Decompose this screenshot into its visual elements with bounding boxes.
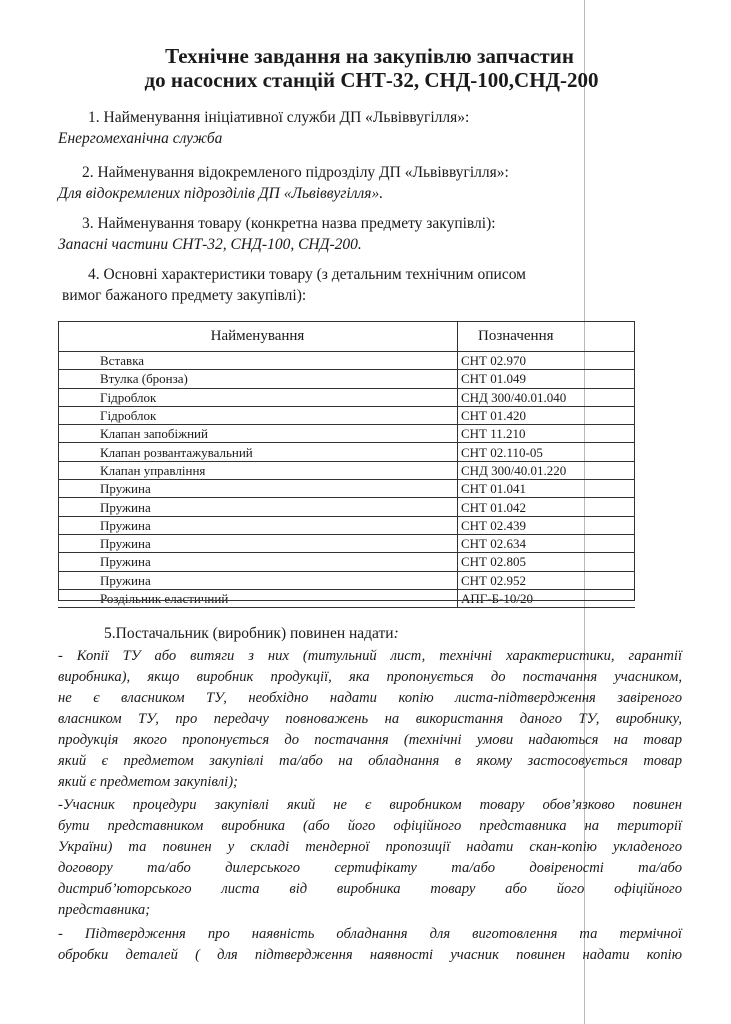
- paragraph-participant-representative: [58, 795, 682, 921]
- part-name-cell: Клапан запобіжний: [58, 425, 458, 443]
- paragraph-line: договору та/або дилерського сертифікату та/або довіреності та/або: [58, 860, 682, 876]
- part-designation-cell: СНД 300/40.01.220: [458, 461, 636, 479]
- part-designation-cell: СНТ 02.805: [458, 553, 636, 571]
- table-row: [58, 443, 635, 461]
- table-row: [58, 480, 635, 498]
- paragraph-line: який є предметом закупівлі та/або на обладнання в якому застосовується товар: [58, 753, 682, 769]
- part-name-cell: Пружина: [58, 516, 458, 534]
- section-5-heading: [104, 625, 399, 643]
- part-designation-cell: СНД 300/40.01.040: [458, 388, 636, 406]
- paragraph-line: - Підтвердження про наявність обладнання для виготовлення та термічної: [58, 926, 682, 942]
- part-designation-cell: СНТ 01.041: [458, 480, 636, 498]
- paragraph-line: представника;: [58, 902, 151, 918]
- column-header-designation: Позначення: [458, 321, 636, 352]
- part-designation-cell: СНТ 02.439: [458, 516, 636, 534]
- paragraph-line: дистриб’юторського листа від виробника товару або його офіційного: [58, 881, 682, 897]
- part-designation-cell: АПГ-Б-10/20: [458, 589, 636, 607]
- paragraph-tu-copies: [58, 646, 682, 793]
- part-name-cell: Гідроблок: [58, 406, 458, 424]
- part-name-cell: Клапан управління: [58, 461, 458, 479]
- part-name-cell: Пружина: [58, 498, 458, 516]
- part-designation-cell: СНТ 02.634: [458, 534, 636, 552]
- section-2-value: Для відокремлених підрозділів ДП «Львіввугілля».: [58, 185, 384, 202]
- section-5-heading-text: 5.Постачальник (виробник) повинен надати: [104, 625, 394, 642]
- part-designation-cell: СНТ 11.210: [458, 425, 636, 443]
- paragraph-line: обробки деталей ( для підтвердження наявності учасник повинен надати копію: [58, 947, 682, 963]
- paragraph-equipment-confirmation: [58, 924, 682, 966]
- section-2-heading: 2. Найменування відокремленого підрозділу ДП «Львіввугілля»:: [82, 164, 509, 181]
- table-row: [58, 352, 635, 370]
- table-row: [58, 425, 635, 443]
- table-row: [58, 534, 635, 552]
- part-name-cell: Вставка: [58, 352, 458, 370]
- paragraph-line: - Копії ТУ або витяги з них (титульний лист, технічні характеристики, гарантії: [58, 648, 682, 664]
- part-name-cell: Пружина: [58, 480, 458, 498]
- table-row: [58, 571, 635, 589]
- part-name-cell: Пружина: [58, 534, 458, 552]
- paragraph-line: України) та повинен у складі тендерної пропозиції надати скан-копію укладеного: [58, 839, 682, 855]
- part-designation-cell: СНТ 02.110-05: [458, 443, 636, 461]
- paragraph-line: власником ТУ, про передачу повноважень на використання даного ТУ, виробнику,: [58, 711, 682, 727]
- section-4-heading-cont: вимог бажаного предмету закупівлі):: [62, 287, 307, 304]
- spare-parts-table: [58, 321, 635, 608]
- part-name-cell: Пружина: [58, 553, 458, 571]
- table-row: [58, 498, 635, 516]
- part-designation-cell: СНТ 02.970: [458, 352, 636, 370]
- section-1-heading: 1. Найменування ініціативної служби ДП «Львіввугілля»:: [88, 109, 470, 126]
- part-designation-cell: СНТ 01.042: [458, 498, 636, 516]
- part-designation-cell: СНТ 02.952: [458, 571, 636, 589]
- section-1-value: Енергомеханічна служба: [58, 130, 223, 147]
- part-name-cell: Пружина: [58, 571, 458, 589]
- table-row: [58, 406, 635, 424]
- paragraph-line: який є предметом закупівлі);: [58, 774, 238, 790]
- section-5-heading-colon: :: [393, 625, 399, 642]
- part-name-cell: Втулка (бронза): [58, 370, 458, 388]
- part-name-cell: Гідроблок: [58, 388, 458, 406]
- part-name-cell: Клапан розвантажувальний: [58, 443, 458, 461]
- paragraph-line: бути представником виробника (або його офіційного представника на території: [58, 818, 682, 834]
- table-row: [58, 388, 635, 406]
- table-row: [58, 589, 635, 607]
- paragraph-line: продукція якого пропонується до постачання (технічні умови надаються на товар: [58, 732, 682, 748]
- table-row: [58, 370, 635, 388]
- table-row: [58, 516, 635, 534]
- table-header-row: [58, 321, 635, 352]
- part-designation-cell: СНТ 01.049: [458, 370, 636, 388]
- part-designation-cell: СНТ 01.420: [458, 406, 636, 424]
- part-name-cell: Роздільник еластичний: [58, 589, 458, 607]
- section-3-heading: 3. Найменування товару (конкретна назва предмету закупівлі):: [82, 215, 496, 232]
- document-title-line2: до насосних станцій СНТ-32, СНД-100,СНД-200: [144, 68, 599, 92]
- document-title-line1: Технічне завдання на закупівлю запчастин: [165, 44, 574, 68]
- paragraph-line: виробника), якщо виробник продукції, яка пропонується до постачання учасником,: [58, 669, 682, 685]
- section-3-value: Запасні частини СНТ-32, СНД-100, СНД-200.: [58, 236, 362, 253]
- table-row: [58, 553, 635, 571]
- paragraph-line: -Учасник процедури закупівлі який не є виробником товару обов’язково повинен: [58, 797, 682, 813]
- paragraph-line: не є власником ТУ, необхідно надати копію листа-підтвердження завіреного: [58, 690, 682, 706]
- table-row: [58, 461, 635, 479]
- column-header-name: Найменування: [58, 321, 458, 352]
- section-4-heading: 4. Основні характеристики товару (з детальним технічним описом: [88, 266, 526, 283]
